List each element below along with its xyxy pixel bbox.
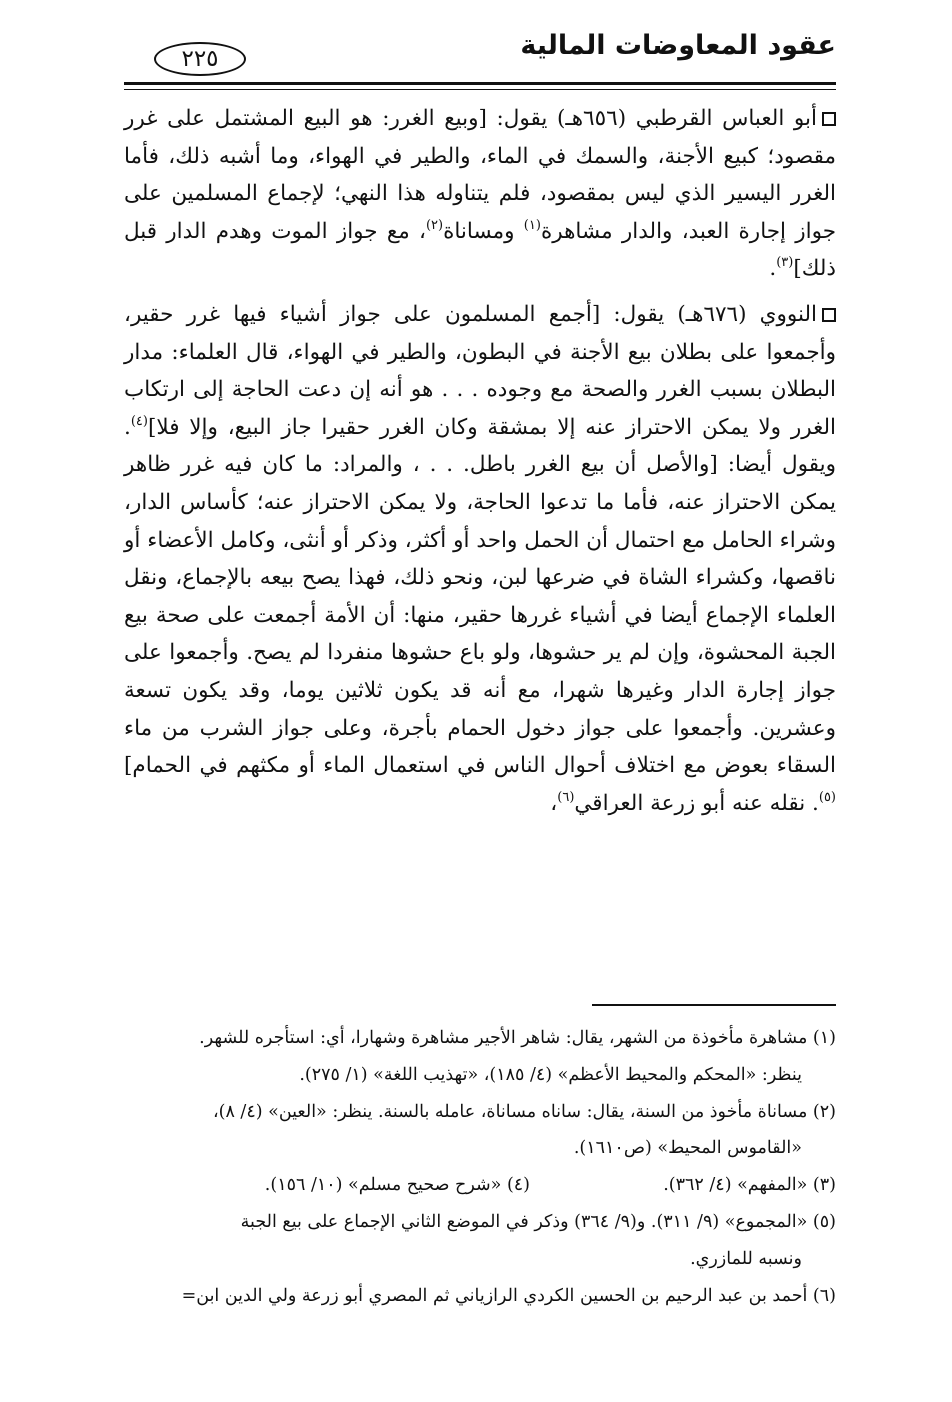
running-title: عقود المعاوضات المالية bbox=[520, 30, 836, 61]
header-rule-thin bbox=[124, 89, 836, 90]
page-header bbox=[124, 26, 836, 76]
footnote-6: (٦) أحمد بن عبد الرحيم بن الحسين الكردي الرازياني ثم المصري أبو زرعة ولي الدين ابن= bbox=[181, 1285, 836, 1306]
footnote-ref: (٥) bbox=[818, 789, 836, 805]
footnote-5-line-1: (٥) «المجموع» (٩/ ٣١١). و(٩/ ٣٦٤) وذكر في الموضع الثاني الإجماع على بيع الجبة bbox=[240, 1211, 836, 1232]
paragraph-qurtubi: أبو العباس القرطبي (٦٥٦هـ) يقول: [وبيع الغرر: هو البيع المشتمل على غرر مقصود؛ كبيع الأجنة، والسمك في الماء، والطير في الهواء، وما أشبه ذلك، فأما الغرر اليسير الذي ليس بمقصود، فلم يتناوله هذا النهي؛ لإجماع المسلمين على جواز إجارة العبد، والدار مشاهرة$^{(١)}$ ومساناة$^{(٢)}$، مع جواز الموت وهدم الدار قبل ذلك]$^{(٣)}$. bbox=[124, 106, 837, 282]
header-rule bbox=[124, 82, 836, 85]
footnote-ref: (٦) bbox=[557, 789, 575, 805]
footnote-1-line-2: ينظر: «المحكم والمحيط الأعظم» (٤/ ١٨٥)، «تهذيب اللغة» (١/ ٢٧٥). bbox=[299, 1064, 802, 1085]
footnote-3-4-row bbox=[124, 1167, 836, 1204]
footnote-ref: (٢) bbox=[425, 217, 444, 233]
page-number-badge: ٢٢٥ bbox=[154, 42, 246, 76]
square-bullet-icon bbox=[822, 308, 836, 322]
footnote-3: (٣) «المفهم» (٤/ ٣٦٢). bbox=[663, 1175, 836, 1196]
footnote-2-line-1: (٢) مساناة مأخوذ من السنة، يقال: ساناه مساناة، عامله بالسنة. ينظر: «العين» (٤/ ٨)، bbox=[212, 1101, 836, 1122]
main-text bbox=[124, 100, 836, 822]
footnote-ref: (١) bbox=[523, 217, 541, 233]
footnote-separator bbox=[592, 1004, 836, 1006]
footnote-2-line-2: «القاموس المحيط» (ص١٦١٠). bbox=[573, 1138, 802, 1159]
footnote-1-line-1: (١) مشاهرة مأخوذة من الشهر، يقال: شاهر الأجير مشاهرة وشهارا، أي: استأجره للشهر. bbox=[199, 1028, 836, 1048]
square-bullet-icon bbox=[822, 112, 836, 126]
footnote-4: (٤) «شرح صحيح مسلم» (١٠/ ١٥٦). bbox=[264, 1175, 530, 1196]
footnotes bbox=[124, 1020, 836, 1314]
footnote-ref: (٣) bbox=[776, 255, 794, 271]
footnote-ref: (٤) bbox=[130, 413, 148, 429]
footnote-5-line-2: ونسبه للمازري. bbox=[690, 1248, 802, 1269]
paragraph-nawawi: النووي (٦٧٦هـ) يقول: [أجمع المسلمون على جواز أشياء فيها غرر حقير، وأجمعوا على بطلان بيع الأجنة في البطون، والطير في الهواء، قال العلماء: مدار البطلان بسبب الغرر والصحة مع وجوده . . . هو أنه إن دعت الحاجة إلى ارتكاب الغرر ولا يمكن الاحتراز عنه إلا بمشقة وكان الغرر حقيرا جاز البيع، وإلا فلا]$^{(٤)}$. ويقول أيضا: [والأصل أن بيع الغرر باطل. . . ، والمراد: ما كان فيه غرر ظاهر يمكن الاحتراز عنه، فأما ما تدعوا الحاجة، ولا يمكن الاحتراز عنه؛ كأساس الدار، وشراء الحامل مع احتمال أن الحمل واحد أو أكثر، وذكر أو أنثى، وكامل الأعضاء أو ناقصها، وكشراء الشاة في ضرعها لبن، ونحو ذلك، فهذا يصح بيعه بالإجماع، ونقل العلماء الإجماع أيضا في أشياء غررها حقير، منها: أن الأمة أجمعت على صحة بيع الجبة المحشوة، وإن لم ير حشوها، ولو باع حشوها منفردا لم يصح. وأجمعوا على جواز إجارة الدار وغيرها شهرا، مع أنه قد يكون ثلاثين يوما، وقد يكون تسعة وعشرين. وأجمعوا على جواز دخول الحمام بأجرة، وعلى جواز الشرب من ماء السقاء بعوض مع اختلاف أحوال الناس في استعمال الماء أو مكثهم في الحمام]$^{(٥)}$. نقله عنه أبو زرعة العراقي$^{(٦)}$، bbox=[124, 301, 836, 816]
